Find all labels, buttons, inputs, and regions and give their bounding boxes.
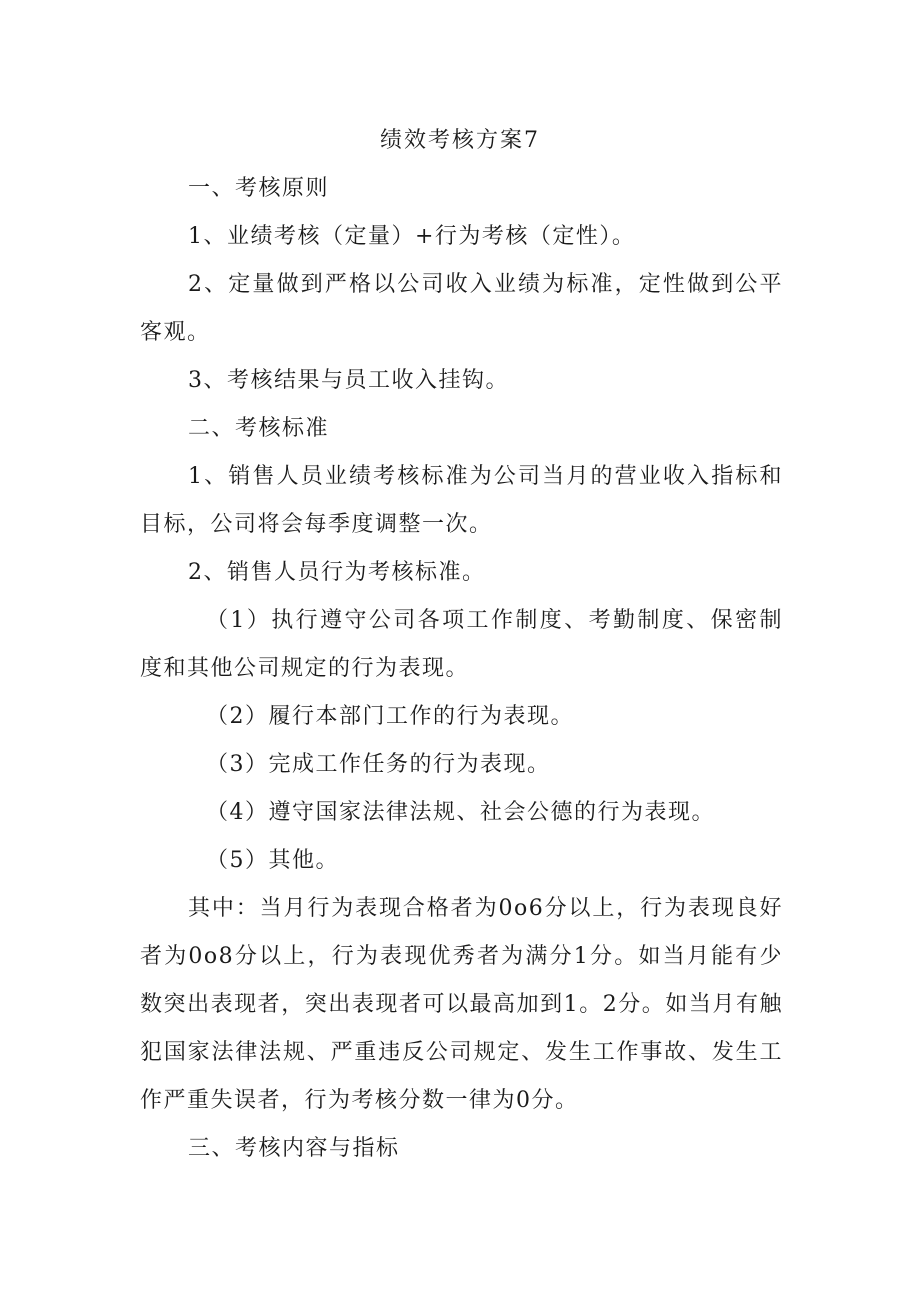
- principle-item-2: 2、定量做到严格以公司收入业绩为标准，定性做到公平客观。: [140, 272, 783, 345]
- behavior-item-3: （3）完成工作任务的行为表现。: [206, 752, 551, 777]
- scoring-paragraph: 其中：当月行为表现合格者为0o6分以上，行为表现良好者为0o8分以上，行为表现优秀者为满分1分。如当月能有少数突出表现者，突出表现者可以最高加到1。2分。如当月有触犯国家法律法规、严重违反公司规定、发生工作事故、发生工作严重失误者，行为考核分数一律为0分。: [140, 896, 783, 1113]
- standard-item-1: 1、销售人员业绩考核标准为公司当月的营业收入指标和目标，公司将会每季度调整一次。: [140, 464, 783, 537]
- standard-item-2: 2、销售人员行为考核标准。: [188, 560, 486, 585]
- behavior-item-4: （4）遵守国家法律法规、社会公德的行为表现。: [206, 800, 715, 825]
- behavior-item-1: （1）执行遵守公司各项工作制度、考勤制度、保密制度和其他公司规定的行为表现。: [140, 608, 783, 681]
- principle-item-1: 1、业绩考核（定量）+行为考核（定性）。: [188, 224, 636, 249]
- behavior-item-5: （5）其他。: [206, 848, 339, 873]
- section-heading-standards: 二、考核标准: [188, 416, 330, 441]
- behavior-item-2: （2）履行本部门工作的行为表现。: [206, 704, 574, 729]
- document-title: 绩效考核方案7: [380, 128, 540, 153]
- principle-item-3: 3、考核结果与员工收入挂钩。: [188, 368, 509, 393]
- section-heading-content: 三、考核内容与指标: [188, 1136, 400, 1161]
- section-heading-principles: 一、考核原则: [188, 176, 330, 201]
